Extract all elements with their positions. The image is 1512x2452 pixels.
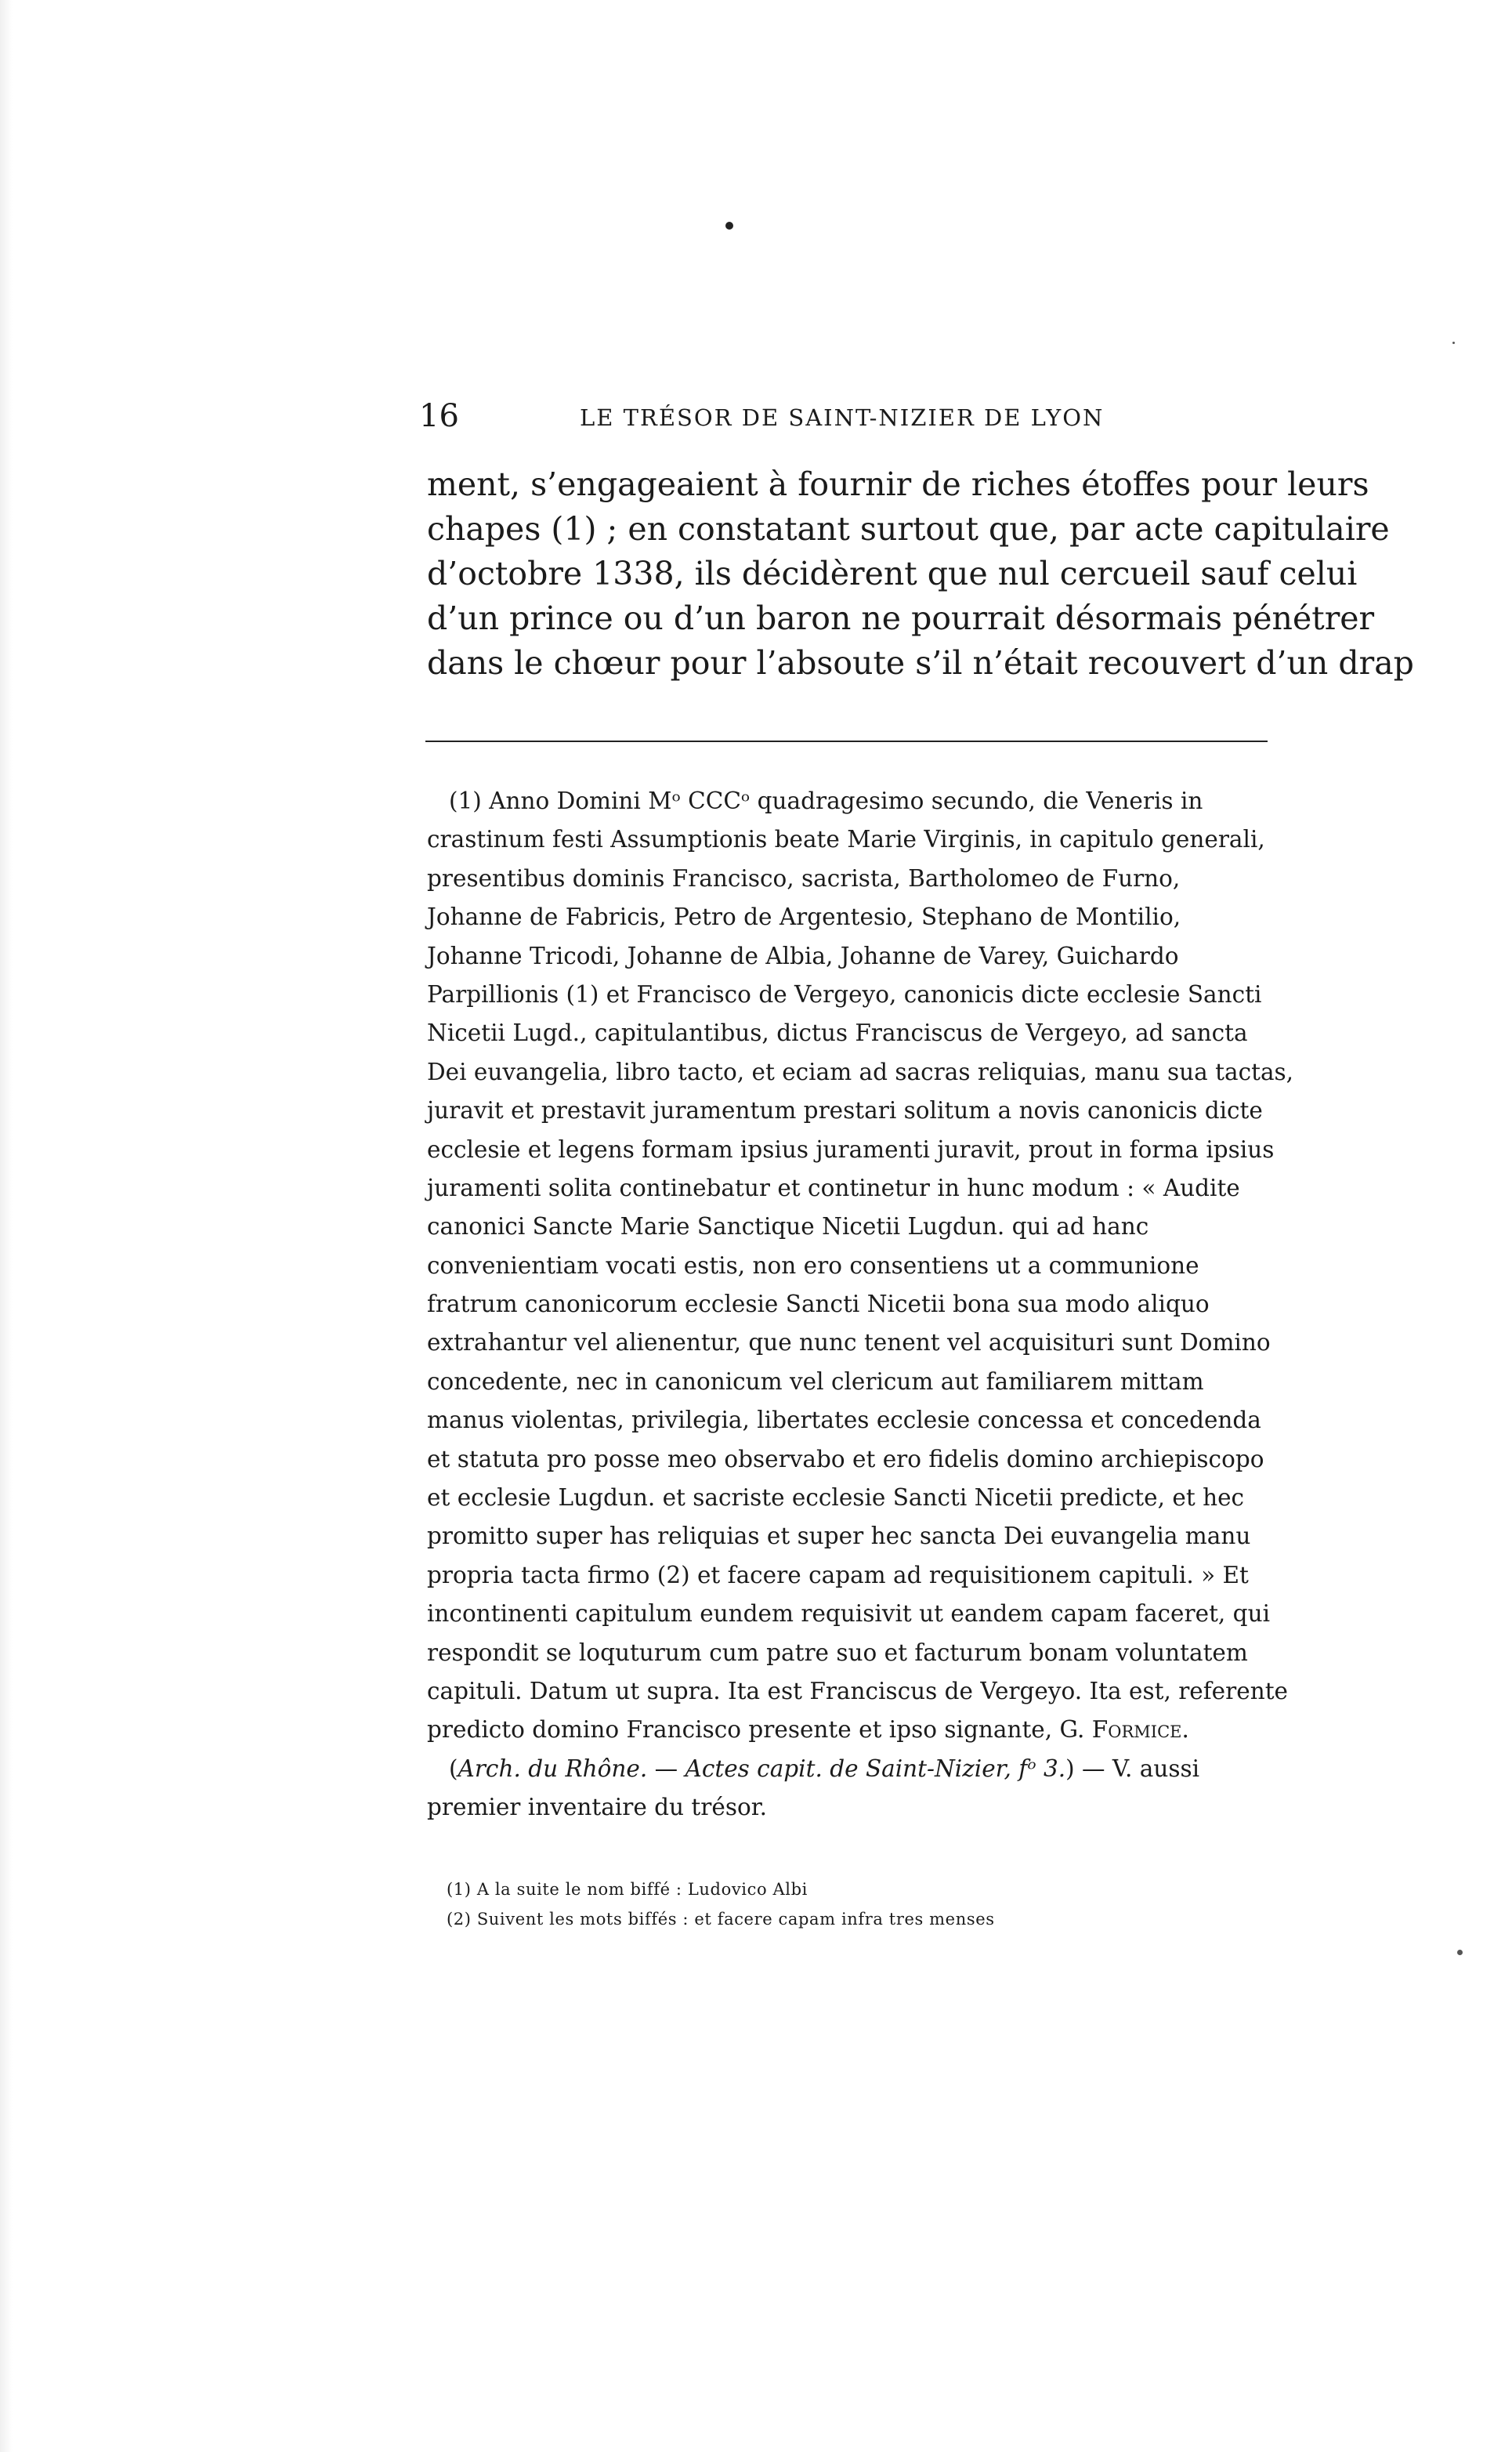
note-line: premier inventaire du trésor. [427,1794,767,1821]
footnote-1: (1) A la suite le nom biffé : Ludovico Albi [447,1880,808,1899]
source-archive: Arch. du Rhône. [458,1755,648,1782]
body-line: d’octobre 1338, ils décidèrent que nul cercueil sauf celui [427,555,1358,592]
note-line: Nicetii Lugd., capitulantibus, dictus Franciscus de Vergeyo, ad sancta [427,1020,1248,1047]
note-line: extrahantur vel alienentur, que nunc tenent vel acquisituri sunt Domino [427,1329,1271,1356]
running-title: LE TRÉSOR DE SAINT-NIZIER DE LYON [580,404,1105,431]
note-signature-line [427,1711,1267,1749]
scan-speck [1452,342,1455,344]
body-line: ment, s’engageaient à fournir de riches étoffes pour leurs [427,465,1369,503]
note-line: (1) Anno Domini Mᵒ CCCᵒ quadragesimo secundo, die Veneris in [449,788,1203,814]
footnote-2: (2) Suivent les mots biffés : et facere capam infra tres menses [447,1910,995,1929]
note-line: concedente, nec in canonicum vel clericum aut familiarem mittam [427,1367,1204,1395]
body-line: chapes (1) ; en constatant surtout que, par acte capitulaire [427,510,1390,548]
running-head [419,398,1124,445]
source-citation-line [427,1750,1267,1788]
note-line: crastinum festi Assumptionis beate Marie Virginis, in capitulo generali, [427,826,1265,853]
scan-speck [1457,1950,1463,1955]
note-line: promitto super has reliquias et super hec sancta Dei euvangelia manu [427,1523,1251,1550]
note-line: capituli. Datum ut supra. Ita est Franciscus de Vergeyo. Ita est, referente [427,1677,1289,1704]
note-block [427,782,1294,1827]
scan-edge-shadow [0,0,13,2452]
note-line: Parpillionis (1) et Francisco de Vergeyo, canonicis dicte ecclesie Sancti [427,980,1262,1008]
body-line: d’un prince ou d’un baron ne pourrait désormais pénétrer [427,599,1375,637]
signature-name: Formice. [1091,1716,1189,1744]
body-line: dans le chœur pour l’absoute s’il n’était recouvert d’un drap [427,644,1414,682]
note-line: juramenti solita continebatur et continetur in hunc modum : « Audite [427,1174,1240,1201]
note-line: Johanne de Fabricis, Petro de Argentesio, Stephano de Montilio, [427,904,1181,931]
note-line: Dei euvangelia, libro tacto, et eciam ad sacras reliquias, manu sua tactas, [427,1058,1294,1085]
note-line: ecclesie et legens formam ipsius juramenti juravit, prout in forma ipsius [427,1135,1275,1163]
source-close: ) [1065,1755,1075,1782]
note-separator-rule [425,741,1268,742]
ink-dot [725,222,733,230]
source-rest: — V. aussi [1074,1755,1200,1782]
source-open: ( [449,1755,458,1782]
note-line: convenientiam vocati estis, non ero consentiens ut a communione [427,1251,1199,1279]
note-line: propria tacta firmo (2) et facere capam ad requisitionem capituli. » Et [427,1561,1249,1588]
note-line: canonici Sancte Marie Sanctique Nicetii Lugdun. qui ad hanc [427,1213,1149,1240]
source-actes: Actes capit. de Saint-Nizier, fᵒ 3. [685,1755,1066,1782]
signature-prefix: predicto domino Francisco presente et ipso signante, G. [427,1716,1092,1744]
footnotes [447,1874,1230,1934]
note-line: juravit et prestavit juramentum prestari solitum a novis canonicis dicte [427,1097,1263,1125]
note-line: fratrum canonicorum ecclesie Sancti Nicetii bona sua modo aliquo [427,1291,1210,1318]
source-separator: — [647,1755,685,1782]
page-number: 16 [419,398,459,434]
note-line: manus violentas, privilegia, libertates ecclesie concessa et concedenda [427,1407,1261,1434]
note-line: incontinenti capitulum eundem requisivit ut eandem capam faceret, qui [427,1600,1271,1628]
note-line: et statuta pro posse meo observabo et ero fidelis domino archiepiscopo [427,1445,1264,1472]
body-text [427,462,1414,686]
note-line: Johanne Tricodi, Johanne de Albia, Johanne de Varey, Guichardo [427,942,1179,969]
note-line: respondit se loquturum cum patre suo et facturum bonam voluntatem [427,1639,1248,1666]
note-line: et ecclesie Lugdun. et sacriste ecclesie Sancti Nicetii predicte, et hec [427,1484,1245,1512]
note-line: presentibus dominis Francisco, sacrista, Bartholomeo de Furno, [427,864,1181,892]
